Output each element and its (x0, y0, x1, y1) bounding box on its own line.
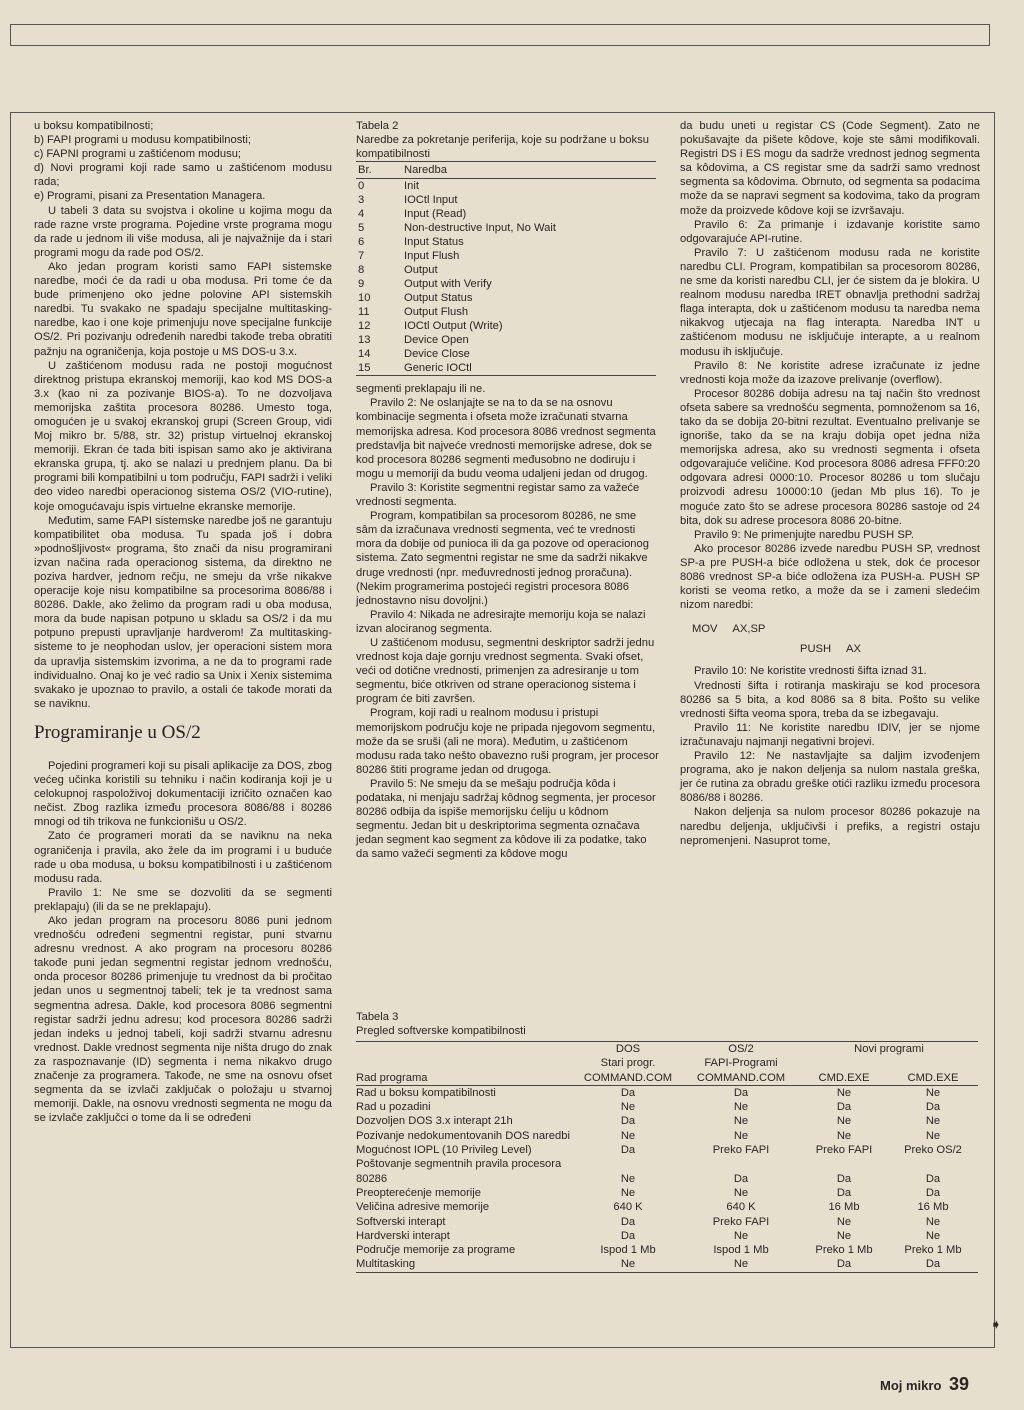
paragraph: e) Programi, pisani za Presentation Managera. (34, 190, 266, 203)
table2-row (356, 347, 656, 361)
table2-row (356, 193, 656, 207)
column-1 (34, 119, 332, 1125)
table3-header-c2: COMMAND.COM (682, 1071, 800, 1086)
table3-row (356, 1143, 978, 1157)
table3-row (356, 1186, 978, 1200)
table2-cell-nr: 5 (358, 222, 365, 235)
table3-cell: Preko FAPI (815, 1144, 873, 1157)
table3-header-os2: OS/2 (728, 1043, 754, 1055)
table3-row (356, 1243, 978, 1257)
table2-cell-cmd: Output with Verify (404, 278, 492, 291)
table2-cell-nr: 15 (356, 361, 404, 376)
header-box (10, 24, 990, 46)
table3-cell: Ne (733, 1115, 749, 1128)
table2-row (356, 249, 656, 263)
table2-cell-nr: 8 (358, 264, 365, 277)
table2-header-cmd: Naredba (404, 162, 656, 179)
table3-row (356, 1229, 978, 1243)
table2-cell-nr: 12 (358, 320, 371, 333)
table3-cell: Da (888, 1257, 978, 1272)
table2-cell-cmd: Output (404, 264, 438, 277)
table2-cell-cmd: Output Flush (404, 306, 469, 319)
rule-paragraph: Pravilo 1: Ne sme se dozvoliti da se segmenti preklapaju) (ili da se ne preklapaju). (34, 886, 332, 913)
paragraph: u boksu kompatibilnosti; (34, 120, 154, 132)
table3-subtitle: Pregled softverske kompatibilnosti (356, 1025, 526, 1037)
paragraph: segmenti preklapaju ili ne. (356, 383, 486, 396)
table3-cell: Da (733, 1172, 749, 1185)
table3-cell: 16 Mb (917, 1201, 949, 1214)
section-title: Programiranje u OS/2 (34, 721, 201, 743)
paragraph: U zaštićenom modusu rada ne postoji mogućnost direktnog pristupa ekranskoj memoriji, kao kod MS DOS-a 3.x (kao ni za pozivanje BIOS-a). To ne dozvoljava memorijska zaštita procesora 80286. Umesto toga, omogućen je u svakoj ekranskoj grupi (Screen Group, vidi Moj mikro br. 5/88, str. 32) pristup virtuelnoj ekranskoj memoriji. Ekran će tada biti ispisan samo ako je aktivirana ekranska grupa, tj. ako se nalazi u prednjem planu. Da bi programi bili kompatibilni u tom području, FAPI sadrži i veliki deo video naredbi operacionog sistema OS/2 (VIO-rutine), koje omogućavaju ispis virtuelne ekranske memorije. (34, 359, 332, 513)
paragraph: Ako jedan program koristi samo FAPI sistemske naredbe, moći će da radi u oba modusa. Pri tome će da bude primenjeno oko jedne polovine API sistemskih naredbi. Tu svakako ne spadaju specijalne multitasking-naredbe, kao i one koje primenjuju nove specijalne funkcije OS/2. Pri pozivanju određenih naredbi takođe treba obratiti pažnju na ograničenja, koja postoje u MS DOS-u 3.x. (34, 260, 332, 358)
table3-cell: Da (733, 1086, 749, 1099)
table3-row-label: Rad u pozadini (356, 1101, 431, 1114)
paragraph: Nakon deljenja sa nulom procesor 80286 pokazuje na naredbu deljenja, uključivši i prefiks, a registri ostaju nepromenjeni. Nasuprot tome, (680, 806, 980, 847)
rule-paragraph: Pravilo 7: U zaštićenom modusu rada ne koristite naredbu CLI. Program, kompatibilan sa procesorom 80286, ne sme da koristi naredbu CLI, jer će sistem da je blokira. U realnom modusu naredba IRET obnavlja prethodni sadržaj flaga interapta, dok u zaštićenom modusu ta naredba nema nikakvog utjecaja na flag interapta. Naredba INT u zaštićenom modusu ne isključuje interapte, a u realnom modusu ih isključuje. (680, 246, 980, 358)
column-2 (356, 119, 660, 861)
table3-cell: Ne (620, 1172, 636, 1185)
rule-paragraph: Pravilo 5: Ne smeju da se mešaju područja kôda i podataka, ni menjaju sadržaj kôdnog segmenta, jer procesor 80286 odbija da ispiše memorijsku ćeliju u kôdnom segmentu. Jedan bit u deskriptorima segmenta označava jedan segment kao segment za kôdove ili za podatke, tako da samo važeći segmenti za kôdove mogu (356, 777, 656, 861)
table2-cell-nr: 4 (358, 208, 365, 221)
table3-cell: Ne (836, 1129, 852, 1142)
rule-paragraph: Pravilo 8: Ne koristite adrese izračunate iz jedne vrednosti koja može da izazove prelivanje (overflow). (680, 359, 980, 386)
table3-cell: Da (925, 1186, 941, 1199)
table3-block (356, 1010, 982, 1273)
table2-cell-nr: 7 (358, 250, 365, 263)
table3-cell: Da (620, 1229, 636, 1242)
table3-cell: Ne (733, 1186, 749, 1199)
table3-cell: Ne (620, 1129, 636, 1142)
rule-paragraph: Pravilo 10: Ne koristite vrednosti šifta iznad 31. (694, 665, 927, 678)
paragraph: Zato će programeri morati da se naviknu na neka ograničenja i pravila, ako žele da im programi i u buduće rade u oba modusa, u boksu kompatibilnosti i u zaštićenom modusu rada. (34, 830, 332, 885)
table3-cell: Ne (682, 1257, 800, 1272)
table3-header-c1: COMMAND.COM (574, 1071, 682, 1086)
page-footer (880, 1374, 969, 1395)
table2-header-nr: Br. (356, 162, 404, 179)
table3-row (356, 1257, 978, 1272)
table3-cell: Da (925, 1101, 941, 1114)
table3-cell: Preko FAPI (712, 1215, 770, 1228)
table3-cell: Ispod 1 Mb (713, 1244, 769, 1257)
table3-cell: Da (800, 1257, 888, 1272)
table2-cell-nr: 14 (358, 348, 371, 361)
table3-row-label: Veličina adresive memorije (356, 1201, 490, 1214)
rule-paragraph: Pravilo 12: Ne nastavljajte sa daljim izvođenjem programa, ako je nakon deljenja sa nulom nastala greška, jer će rutina za obradu greške otići razliku između procesora 8086/88 i 80286. (680, 750, 980, 805)
rule-paragraph: Pravilo 4: Nikada ne adresirajte memoriju koja se nalazi izvan alociranog segmenta. (356, 608, 646, 635)
paragraph: da budu uneti u registar CS (Code Segment). Zato ne pokušavajte da pišete kôdove, koje ste sâmi modifikovali. Registri DS i ES mogu da sadrže vrednost jednog segmenta sa kôdovima, a CS registar sme da sadrži samo vrednost segmenta sa kôdovima. Obrnuto, od segmenta sa podacima može da se napravi segment sa kodovima, tako da program može da proizvede kôdove koji se izvršavaju. (680, 120, 980, 217)
table2 (356, 161, 656, 376)
table3-row (356, 1200, 978, 1214)
table3-row (356, 1114, 978, 1128)
table2-row (356, 179, 656, 194)
rule-paragraph: Pravilo 9: Ne primenjujte naredbu PUSH SP. (694, 528, 914, 541)
table3-header-dos-sub: Stari progr. (600, 1057, 656, 1070)
table3-header-c3: CMD.EXE (800, 1071, 888, 1086)
table3-row-label: Mogućnost IOPL (10 Privileg Level) (356, 1144, 532, 1157)
table3-row-label: Pozivanje nedokumentovanih DOS naredbi (356, 1129, 570, 1142)
paragraph: U zaštićenom modusu, segmentni deskriptor sadrži jednu vrednost koja daje gornju vrednost segmenta. Svaki ofset, veći od dotične vrednosti, primenjen za adresiranje u tom segmentu, biće otkriven od strane operacionog sistema i program će biti završen. (356, 636, 655, 706)
table2-cell-cmd: Non-destructive Input, No Wait (404, 222, 556, 235)
table2-row (356, 291, 656, 305)
paragraph: Pojedini programeri koji su pisali aplikacije za DOS, zbog većeg učinka koristili su tehniku i način kodiranja koji je u celokupnoj raspoloživoj dokumentaciji izričito označen kao nečist. Zbog razlika između procesora 8086/88 i 80286 mnogi od tih trikova ne funkcionišu u OS/2. (34, 759, 332, 829)
table2-row (356, 361, 656, 376)
table3-cell: Preko OS/2 (904, 1144, 962, 1157)
paragraph: Vrednosti šifta i rotiranja maskiraju se kod procesora 80286 sa 5 bita, a kod 8086 sa 8 bita. Pošto su velike vrednosti šifta veoma spora, treba da se izbegavaju. (680, 679, 980, 720)
paragraph: U tabeli 3 data su svojstva i okoline u kojima mogu da rade razne vrste programa. Pojedine vrste programa mogu da rade u jednom ili više modusa, ali je najvažnije da i stari programi mogu da rade pod OS/2. (34, 204, 332, 259)
table3-cell: Preko FAPI (712, 1144, 770, 1157)
table3-cell: 640 K (613, 1201, 643, 1214)
table3-row-label: Rad u boksu kompatibilnosti (356, 1086, 496, 1099)
table3-header-os2-sub: FAPI-Programi (704, 1057, 778, 1070)
table2-caption: Tabela 2 (356, 120, 399, 132)
paragraph: c) FAPNI programi u zaštićenom modusu; (34, 148, 242, 161)
table3-cell: Da (620, 1144, 636, 1157)
table3-row (356, 1215, 978, 1229)
table2-subtitle: Naredbe za pokretanje periferija, koje su podržane u boksu kompatibilnosti (356, 134, 649, 161)
table3-cell: Ne (733, 1229, 749, 1242)
table3-cell: Ispod 1 Mb (600, 1244, 656, 1257)
table3-row-label: Softverski interapt (356, 1215, 446, 1228)
table3-cell: Ne (733, 1101, 749, 1114)
table2-cell-nr: 0 (358, 180, 365, 193)
magazine-name: Moj mikro (880, 1378, 942, 1393)
table3-cell: Da (925, 1172, 941, 1185)
page-number: 39 (949, 1374, 970, 1394)
table3 (356, 1041, 978, 1273)
table3-cell: Ne (574, 1257, 682, 1272)
table2-cell-cmd: IOCtl Output (Write) (404, 320, 503, 333)
table3-cell: Ne (925, 1086, 941, 1099)
table2-cell-nr: 9 (358, 278, 365, 291)
table3-cell: Da (836, 1172, 852, 1185)
paragraph: b) FAPI programi u modusu kompatibilnosti; (34, 134, 252, 147)
table3-header-c4: CMD.EXE (888, 1071, 978, 1086)
paragraph: Program, koji radi u realnom modusu i pristupi memorijskom području koje ne pripada njegovom segmentu, može da se sruši (ali ne mora). Međutim, u zaštićenom modusu rada tako nešto obavezno ruši program, jer procesor 80286 štiti programe jedan od drugoga. (356, 707, 659, 776)
table2-cell-nr: 11 (358, 306, 370, 319)
table3-row (356, 1085, 978, 1100)
table2-row (356, 207, 656, 221)
table2-cell-cmd: Input Status (404, 236, 464, 249)
rule-paragraph: Pravilo 3: Koristite segmentni registar samo za važeće vrednosti segmenta. (356, 481, 640, 509)
table3-cell: Ne (925, 1115, 941, 1128)
table2-cell-cmd: Generic IOCtl (404, 361, 656, 376)
code-line: MOV AX,SP (692, 623, 766, 636)
table2-cell-cmd: IOCtl Input (404, 194, 458, 207)
table3-header-new: Novi programi (854, 1043, 924, 1055)
code-line: PUSH AX (800, 643, 861, 656)
paragraph: Ako jedan program na procesoru 8086 puni jednom vrednošću određeni segmentni registar, puni stvarnu adresnu vrednost. A ako program na procesoru 80286 takođe puni jedan segmentni registar jednom vrednošću, onda procesor 80286 primenjuje tu vrednost da bi pročitao jedan unos u segmentnoj tabeli; tek je ta vrednost sama segmentna adresa. Dakle, kod procesora 8086 segmentni registar sadrži jednu adresu; kod procesora 80286 sadrži jedan indeks u jednoj tabeli, koji sadrži stvarnu adresnu vrednost. Dakle vrednost segmenta nije ništa drugo do znak za raspoznavanje (ID) segmenta i nema nikakvo drugo značenje za programera. Takođe, ne sme na osnovu ofset segmenta da se izvlači zaključak o položaju u stvarnoj memoriji. Dakle, na osnovu vrednosti segmenta ne mogu da se izvlače zaključci o tome da li se određeni (34, 914, 332, 1125)
table3-cell: Ne (836, 1086, 852, 1099)
table3-row (356, 1100, 978, 1114)
table2-row (356, 235, 656, 249)
table3-row-label: Poštovanje segmentnih pravila procesora 80286 (356, 1158, 562, 1185)
table3-row-label: Multitasking (356, 1257, 574, 1272)
table2-row (356, 221, 656, 235)
table3-cell: Preko 1 Mb (815, 1244, 873, 1257)
table2-cell-nr: 10 (358, 292, 371, 305)
table3-cell: Da (836, 1101, 852, 1114)
table2-row (356, 263, 656, 277)
table2-row (356, 319, 656, 333)
paragraph: Međutim, same FAPI sistemske naredbe još ne garantuju kompatibilitet oba modusa. Tu spada još i dobra »podnošljivost« programa, što znači da nisu programirani izvan načina rada operacionog sistema, da direktno ne poziva hardver, jednom rečju, ne smeju da vrše nikakve operacije koje nisu kompatibilne sa procesorima 8086/88 i 80286. Dakle, ako želimo da program radi u oba modusa, mora da bude napisan potpuno u skladu sa OS/2 i da mu potpuno prepusti upravljanje hardverom! Za multitasking-sisteme to je neophodan uslov, jer operacioni sistem mora da upravlja sistemskim izvorima, a ne da to programi rade individualno. Onaj ko je već radio sa Unix i Xenix sistemima svakako je upoznao to pravilo, a ostali će takođe morati da se naviknu. (34, 514, 332, 710)
table3-cell: Ne (925, 1229, 941, 1242)
table3-header-dos: DOS (615, 1043, 641, 1055)
table2-cell-cmd: Input (Read) (404, 208, 467, 221)
paragraph: d) Novi programi koji rade samo u zaštićenom modusu rada; (34, 162, 332, 189)
column-3 (680, 119, 980, 848)
table2-cell-nr: 13 (358, 334, 371, 347)
table3-cell: Ne (620, 1101, 636, 1114)
table3-row (356, 1157, 978, 1186)
table2-row (356, 277, 656, 291)
table3-cell: Ne (925, 1215, 941, 1228)
table3-cell: Ne (925, 1129, 941, 1142)
table3-cell: Da (620, 1086, 636, 1099)
code-block (680, 622, 980, 656)
table3-cell: Ne (836, 1115, 852, 1128)
table3-header-rad: Rad programa (356, 1071, 574, 1086)
table3-caption: Tabela 3 (356, 1011, 399, 1023)
table3-cell: Ne (733, 1129, 749, 1142)
table2-cell-cmd: Output Status (404, 292, 473, 305)
table3-row-label: Dozvoljen DOS 3.x interapt 21h (356, 1115, 513, 1128)
table2-cell-nr: 3 (358, 194, 365, 207)
paragraph: Program, kompatibilan sa procesorom 80286, ne sme sâm da izračunava vrednosti segmenta, već te vrednosti mora da dobije od punioca ili da ga pozove od operacionog sistema. Zato segmentni registar ne sme da sadrži nikakve druge vrednosti (npr. međuvrednosti jednog proračuna). (Nekim programerima postojeći registri procesora 8086 jednostavno nisu dovoljni.) (356, 510, 649, 607)
table3-cell: Da (836, 1186, 852, 1199)
table2-cell-cmd: Input Flush (404, 250, 460, 263)
table2-row (356, 305, 656, 319)
rule-paragraph: Pravilo 11: Ne koristite naredbu IDIV, jer se njome izračunavaju najmanji negativni brojevi. (680, 721, 980, 748)
table2-cell-cmd: Device Close (404, 348, 470, 361)
table3-row-label: Hardverski interapt (356, 1229, 450, 1242)
table3-cell: Preko 1 Mb (904, 1244, 962, 1257)
table2-row (356, 333, 656, 347)
table3-cell: Da (620, 1115, 636, 1128)
paragraph: Procesor 80286 dobija adresu na taj način što vrednost ofseta sabere sa vrednošću segmenta, pomnoženom sa 16, tako da se dobija 20-bitni rezultat. Eventualno prelivanje se ignoriše, tako da se na kraju dobija opet jedna niža memorijska adresa, ako su vrednosti segmenta i ofseta odgovarajuće veličine. Kod procesora 8086 adresa FFF0:20 odgovara adresi 0000:10. Procesor 80286 u tom slučaju proizvodi adresu 10000:10 (jedan Mb plus 16). To je moguće zato što se adrese procesora 80286 sastoje od 24 bita, dok su adrese procesora 8086 20-bitne. (680, 387, 980, 527)
table2-cell-nr: 6 (358, 236, 365, 249)
table3-row (356, 1129, 978, 1143)
table2-cell-cmd: Device Open (404, 334, 469, 347)
table3-cell: Ne (836, 1215, 852, 1228)
table3-cell: Ne (836, 1229, 852, 1242)
table3-cell: 16 Mb (828, 1201, 860, 1214)
table2-cell-cmd: Init (404, 180, 419, 193)
table3-row-label: Preopterećenje memorije (356, 1186, 481, 1199)
paragraph: Ako procesor 80286 izvede naredbu PUSH SP, vrednost SP-a pre PUSH-a biće odložena u stek, dok će procesor 8086 vrednost SP-a biće odložena iza PUSH-a. PUSH SP koristi se veoma retko, a može da se i zameni sledećim nizom naredbi: (680, 542, 980, 612)
rule-paragraph: Pravilo 2: Ne oslanjajte se na to da se na osnovu kombinacije segmenta i ofseta može izračunati stvarna memorijska adresa. Kod procesora 8086 vrednost segmenta predstavlja bit najveće vrednosti memorijske adrese, dok se kod procesora 80286 segmenti međusobno ne dodiruju i mogu u memoriji da budu veoma udaljeni jedan od drugog. (356, 397, 656, 480)
table3-cell: Da (620, 1215, 636, 1228)
table3-row-label: Područje memorije za programe (356, 1244, 516, 1257)
continue-arrow-icon: ➧ (990, 1316, 1002, 1332)
table3-cell: 640 K (726, 1201, 756, 1214)
table3-cell: Ne (620, 1186, 636, 1199)
rule-paragraph: Pravilo 6: Za primanje i izdavanje koristite samo odgovarajuće API-rutine. (680, 218, 980, 245)
